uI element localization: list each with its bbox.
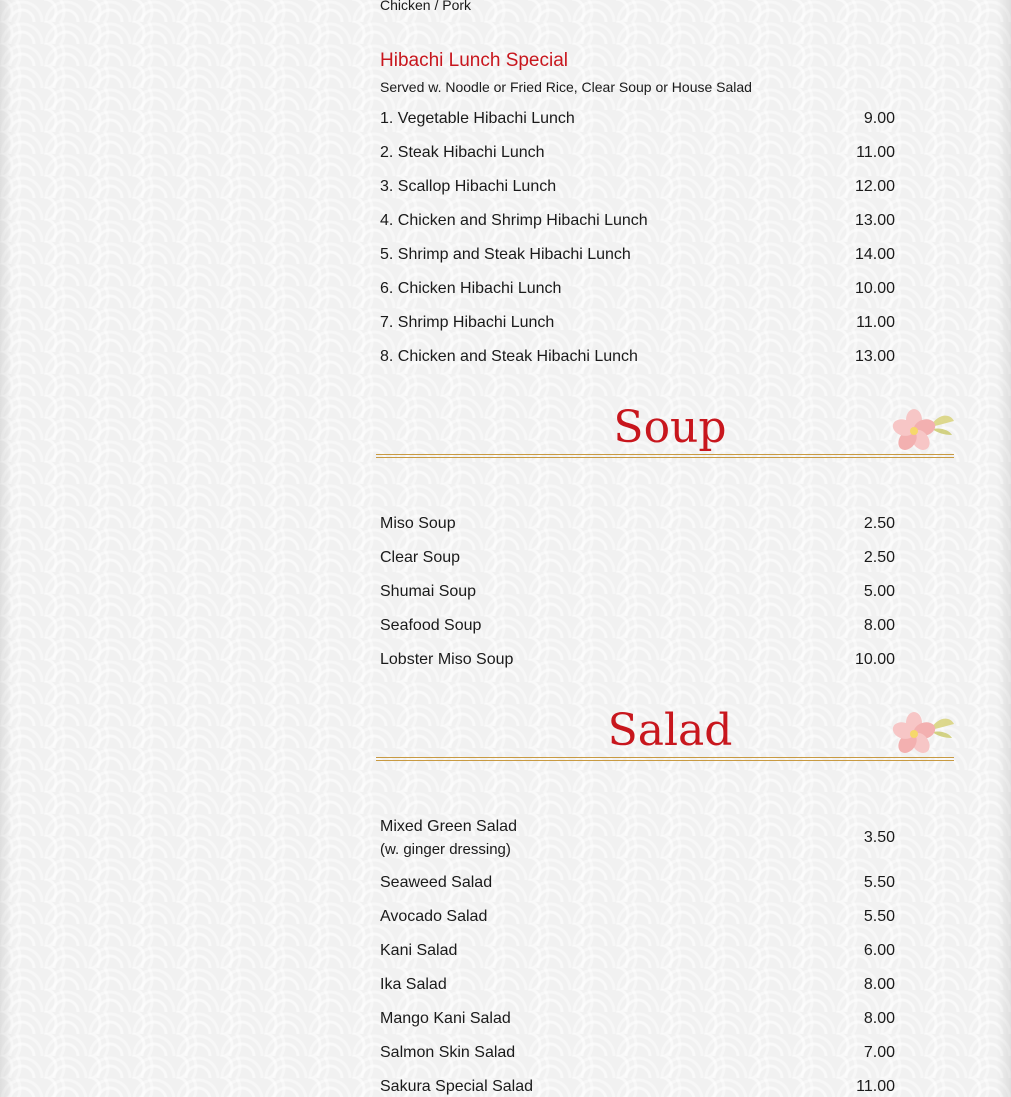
menu-item: [380, 575, 895, 609]
item-price: 11.00: [856, 144, 895, 161]
menu-item: [380, 136, 895, 170]
section-divider: [376, 757, 954, 761]
item-name: 1. Vegetable Hibachi Lunch: [380, 110, 575, 127]
menu-item: [380, 1036, 895, 1070]
item-price: 2.50: [863, 515, 895, 532]
item-name: Seafood Soup: [380, 617, 482, 634]
menu-item: [380, 934, 895, 968]
menu-item: [380, 541, 895, 575]
item-name: 5. Shrimp and Steak Hibachi Lunch: [380, 246, 631, 263]
item-note: (w. ginger dressing): [380, 841, 511, 858]
item-name: Mango Kani Salad: [380, 1010, 511, 1027]
item-name: 4. Chicken and Shrimp Hibachi Lunch: [380, 212, 648, 229]
section-divider: [376, 454, 954, 458]
item-name: 7. Shrimp Hibachi Lunch: [380, 314, 555, 331]
menu-item: [380, 810, 895, 866]
soup-section-header: [376, 397, 954, 459]
hibachi-lunch-subtitle: Served w. Noodle or Fried Rice, Clear Soup or House Salad: [380, 79, 752, 95]
hibachi-lunch-list: [380, 102, 895, 374]
item-price: 12.00: [854, 178, 895, 195]
menu-item: [380, 340, 895, 374]
menu-item: [380, 1070, 895, 1097]
item-price: 11.00: [856, 314, 895, 331]
item-name: Miso Soup: [380, 515, 456, 532]
item-name: Avocado Salad: [380, 908, 488, 925]
menu-item: [380, 170, 895, 204]
menu-item: [380, 272, 895, 306]
item-price: 5.00: [863, 583, 895, 600]
salad-section-header: [376, 700, 954, 762]
menu-item: [380, 507, 895, 541]
item-price: 13.00: [854, 212, 895, 229]
item-price: 10.00: [854, 280, 895, 297]
item-name: Mixed Green Salad: [380, 818, 517, 835]
page-edge-right: [997, 0, 1011, 1097]
item-price: 6.00: [863, 942, 895, 959]
item-name-block: [380, 815, 517, 861]
menu-item: [380, 204, 895, 238]
item-name: Ika Salad: [380, 976, 447, 993]
item-price: 13.00: [854, 348, 895, 365]
page-edge-left: [0, 0, 14, 1097]
menu-item: [380, 1002, 895, 1036]
item-name: Salmon Skin Salad: [380, 1044, 516, 1061]
item-price: 7.00: [863, 1044, 895, 1061]
item-name: 6. Chicken Hibachi Lunch: [380, 280, 562, 297]
item-price: 5.50: [863, 908, 895, 925]
item-price: 8.00: [863, 976, 895, 993]
menu-item: [380, 643, 895, 677]
item-price: 14.00: [854, 246, 895, 263]
menu-item: [380, 968, 895, 1002]
menu-item: [380, 866, 895, 900]
item-name: 3. Scallop Hibachi Lunch: [380, 178, 557, 195]
menu-item: [380, 306, 895, 340]
item-price: 9.00: [863, 110, 895, 127]
item-name: Lobster Miso Soup: [380, 651, 514, 668]
item-price: 8.00: [863, 617, 895, 634]
menu-item: [380, 609, 895, 643]
item-name: Shumai Soup: [380, 583, 477, 600]
item-price: 2.50: [863, 549, 895, 566]
hibachi-lunch-title: Hibachi Lunch Special: [380, 50, 569, 71]
item-price: 5.50: [863, 874, 895, 891]
item-price: 3.50: [863, 829, 895, 846]
item-name: 8. Chicken and Steak Hibachi Lunch: [380, 348, 638, 365]
soup-title: Soup: [613, 402, 727, 453]
soup-list: [380, 507, 895, 677]
item-name: 2. Steak Hibachi Lunch: [380, 144, 545, 161]
previous-item-note: Chicken / Pork: [380, 0, 472, 13]
cherry-blossom-icon: [890, 405, 954, 453]
item-name: Sakura Special Salad: [380, 1078, 533, 1095]
menu-item: [380, 102, 895, 136]
item-price: 11.00: [856, 1078, 895, 1095]
cherry-blossom-icon: [890, 708, 954, 756]
menu-item: [380, 900, 895, 934]
item-name: Clear Soup: [380, 549, 461, 566]
salad-list: [380, 810, 895, 1097]
item-name: Seaweed Salad: [380, 874, 493, 891]
salad-title: Salad: [607, 705, 733, 756]
menu-item: [380, 238, 895, 272]
item-name: Kani Salad: [380, 942, 458, 959]
item-price: 10.00: [854, 651, 895, 668]
item-price: 8.00: [863, 1010, 895, 1027]
